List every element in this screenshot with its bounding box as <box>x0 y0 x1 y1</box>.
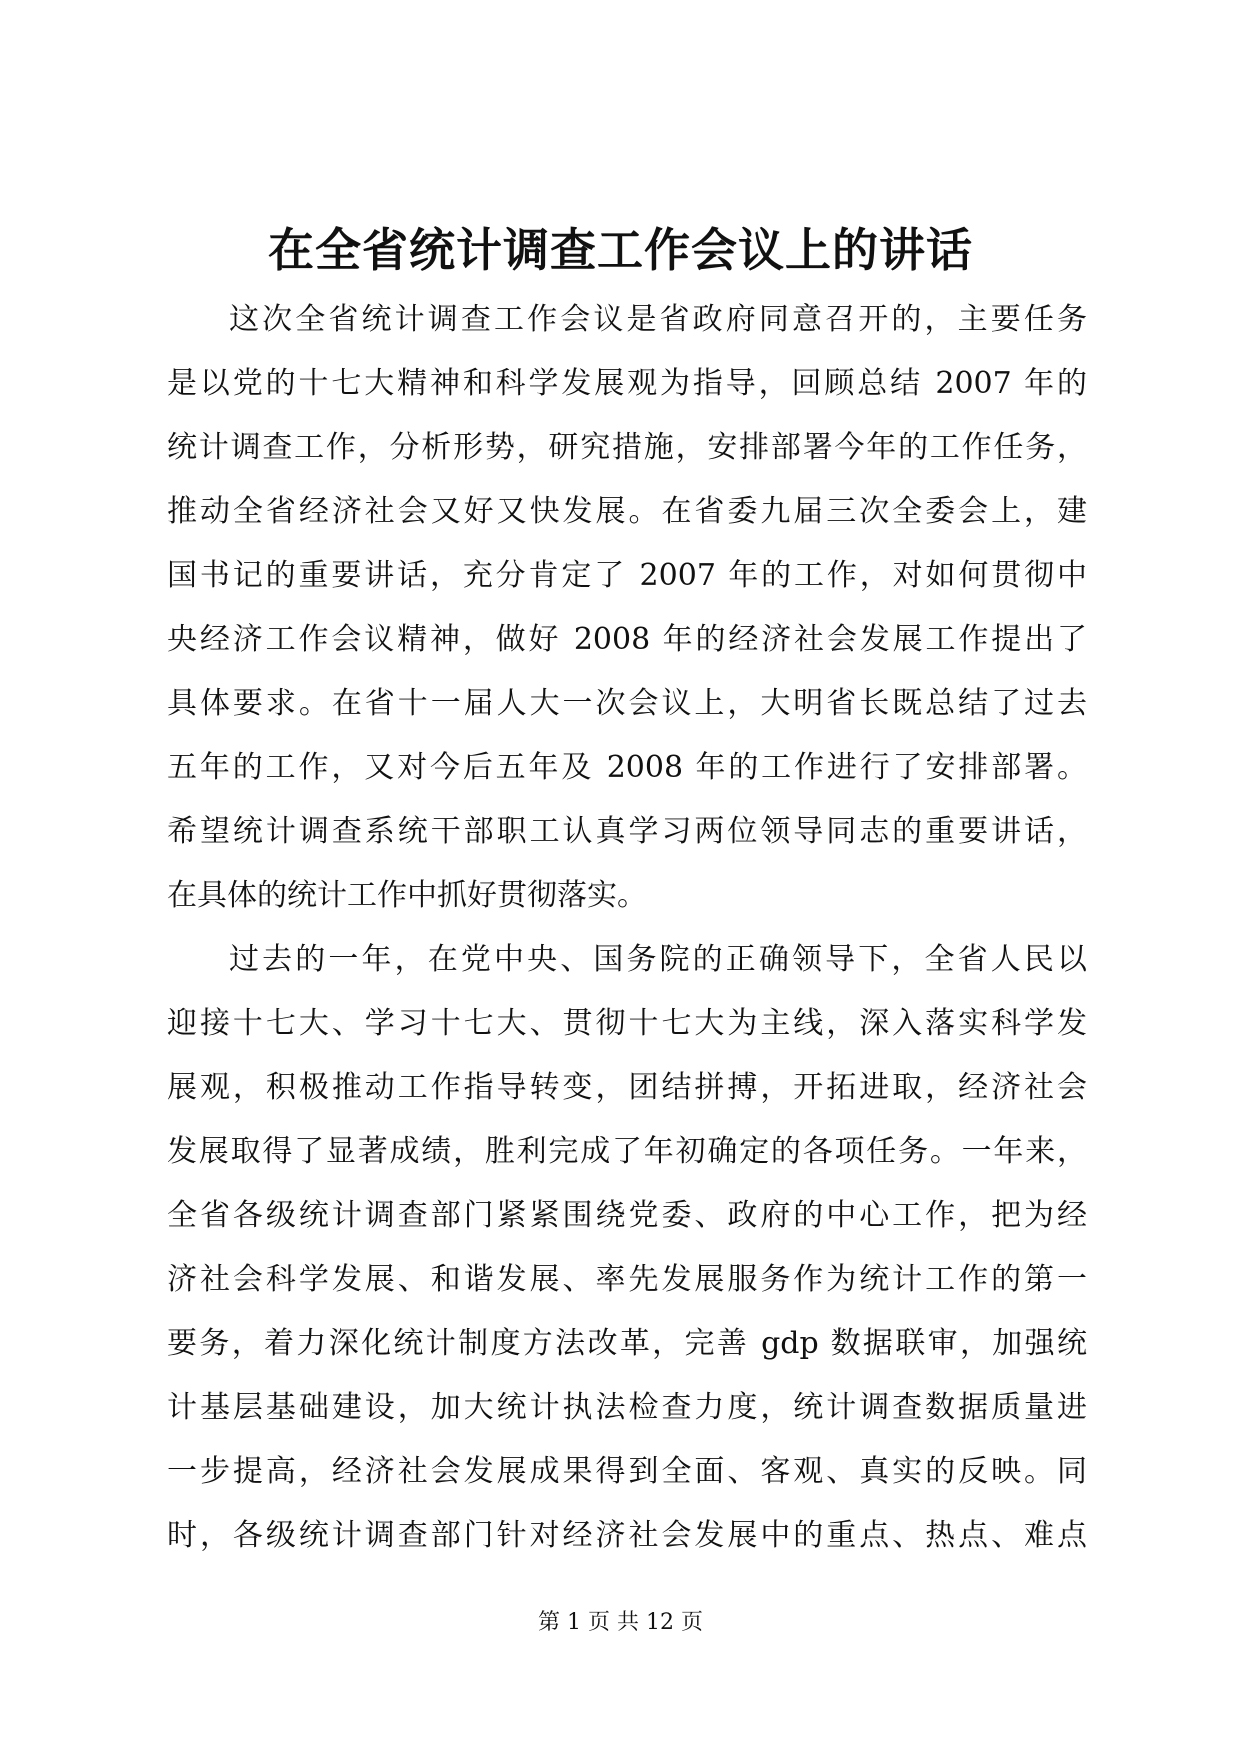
paragraph-1 <box>167 288 1087 928</box>
text-line: 五年的工作，又对今后五年及 2008 年的工作进行了安排部署。 <box>167 750 1087 785</box>
text-line: 要务，着力深化统计制度方法改革，完善 gdp 数据联审，加强统 <box>167 1326 1087 1361</box>
text-line: 统计调查工作，分析形势，研究措施，安排部署今年的工作任务， <box>167 430 1087 465</box>
text-line: 全省各级统计调查部门紧紧围绕党委、政府的中心工作，把为经 <box>167 1198 1087 1233</box>
text-line: 这次全省统计调查工作会议是省政府同意召开的，主要任务 <box>229 302 1087 337</box>
text-line: 迎接十七大、学习十七大、贯彻十七大为主线，深入落实科学发 <box>167 1006 1087 1041</box>
document-body <box>167 288 1087 1568</box>
text-line: 是以党的十七大精神和科学发展观为指导，回顾总结 2007 年的 <box>167 366 1087 401</box>
text-line: 一步提高，经济社会发展成果得到全面、客观、真实的反映。同 <box>167 1454 1087 1489</box>
text-line: 在具体的统计工作中抓好贯彻落实。 <box>167 878 647 913</box>
paragraph-2 <box>167 928 1087 1568</box>
text-line: 济社会科学发展、和谐发展、率先发展服务作为统计工作的第一 <box>167 1262 1087 1297</box>
text-line: 展观，积极推动工作指导转变，团结拼搏，开拓进取，经济社会 <box>167 1070 1087 1105</box>
text-line: 发展取得了显著成绩，胜利完成了年初确定的各项任务。一年来， <box>167 1134 1087 1169</box>
page-footer: 第 1 页 共 12 页 <box>538 1610 703 1635</box>
text-line: 具体要求。在省十一届人大一次会议上，大明省长既总结了过去 <box>167 686 1087 721</box>
document-title: 在全省统计调查工作会议上的讲话 <box>268 223 973 277</box>
text-line: 计基层基础建设，加大统计执法检查力度，统计调查数据质量进 <box>167 1390 1087 1425</box>
text-line: 过去的一年，在党中央、国务院的正确领导下，全省人民以 <box>229 942 1087 977</box>
text-line: 国书记的重要讲话，充分肯定了 2007 年的工作，对如何贯彻中 <box>167 558 1087 593</box>
text-line: 希望统计调查系统干部职工认真学习两位领导同志的重要讲话， <box>167 814 1087 849</box>
text-line: 推动全省经济社会又好又快发展。在省委九届三次全委会上，建 <box>167 494 1087 529</box>
text-line: 央经济工作会议精神，做好 2008 年的经济社会发展工作提出了 <box>167 622 1087 657</box>
text-line: 时，各级统计调查部门针对经济社会发展中的重点、热点、难点 <box>167 1518 1087 1553</box>
